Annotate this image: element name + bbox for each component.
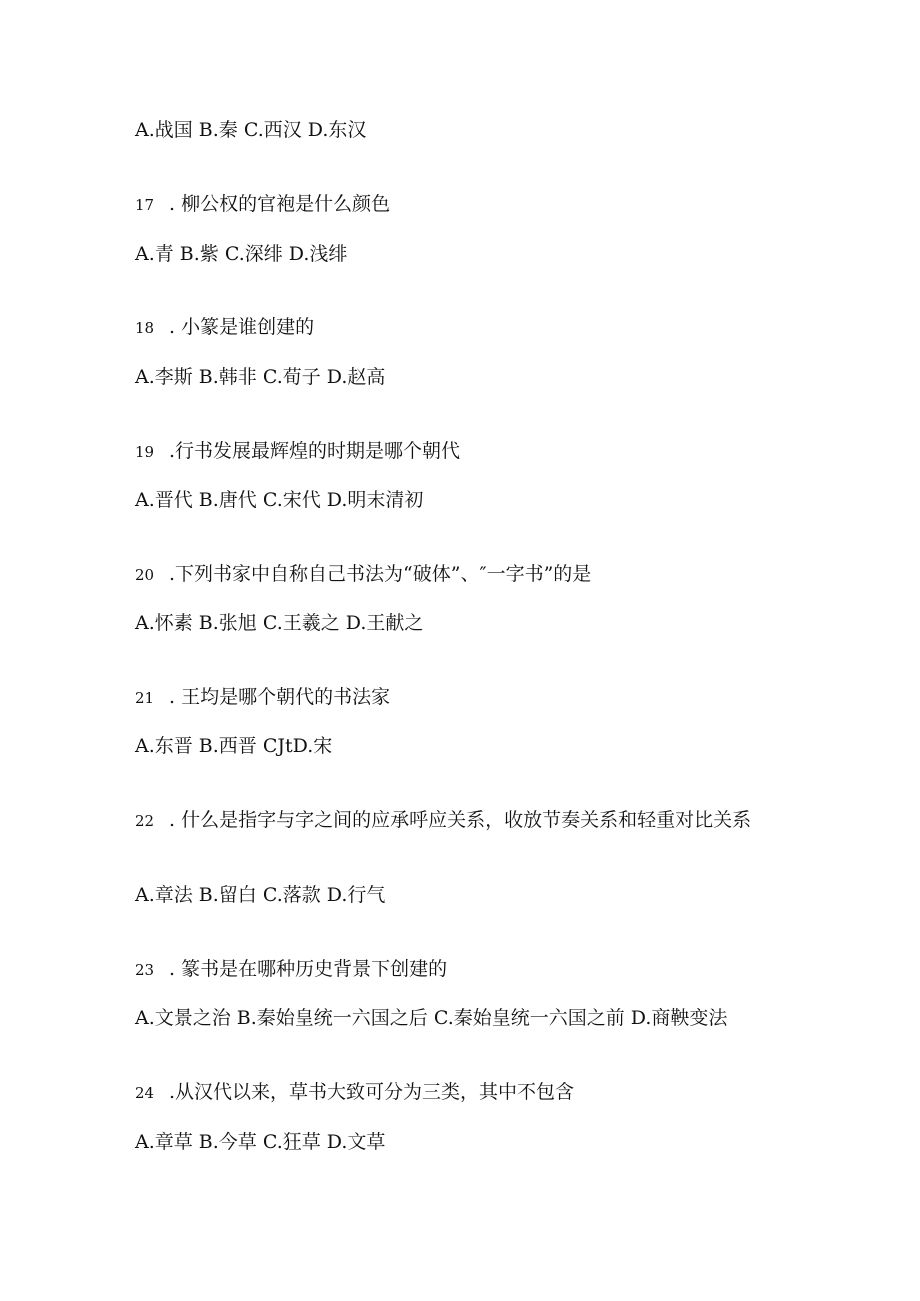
options-22: A.章法 B.留白 C.落款 D.行气 [135,884,386,906]
question-text: . 什么是指字与字之间的应承呼应关系，收放节奏关系和轻重对比关系 [169,809,752,831]
question-23 [135,957,447,982]
question-text: .从汉代以来，草书大致可分为三类，其中不包含 [169,1081,575,1103]
options-18: A.李斯 B.韩非 C.荀子 D.赵高 [135,366,386,388]
question-number: 18 [135,319,155,337]
options-21: A.东晋 B.西晋 CJtD.宋 [135,735,333,757]
question-22 [135,808,775,834]
question-text: . 柳公权的官袍是什么颜色 [169,193,391,215]
question-number: 20 [135,566,155,584]
options-20: A.怀素 B.张旭 C.王羲之 D.王献之 [135,612,424,634]
options-17: A.青 B.紫 C.深绯 D.浅绯 [135,243,348,265]
options-24: A.章草 B.今草 C.狂草 D.文草 [135,1131,386,1153]
question-text: .行书发展最辉煌的时期是哪个朝代 [169,440,461,462]
options-19: A.晋代 B.唐代 C.宋代 D.明末清初 [135,489,424,511]
question-20 [135,562,591,587]
question-21 [135,685,390,710]
question-number: 24 [135,1084,155,1102]
options-23: A.文景之治 B.秦始皇统一六国之后 C.秦始皇统一六国之前 D.商鞅变法 [135,1007,728,1029]
question-number: 17 [135,196,155,214]
question-number: 23 [135,961,155,979]
question-number: 21 [135,689,155,707]
question-18 [135,315,314,340]
question-text: . 篆书是在哪种历史背景下创建的 [169,958,448,980]
question-24 [135,1080,574,1105]
question-text: . 王均是哪个朝代的书法家 [169,686,391,708]
question-text: . 小篆是谁创建的 [169,316,315,338]
question-text: .下列书家中自称自己书法为“破体”、″一字书”的是 [169,563,592,585]
options-16: A.战国 B.秦 C.西汉 D.东汉 [135,119,367,141]
question-number: 19 [135,443,155,461]
question-17 [135,192,390,217]
question-19 [135,439,460,464]
question-number: 22 [135,812,155,830]
